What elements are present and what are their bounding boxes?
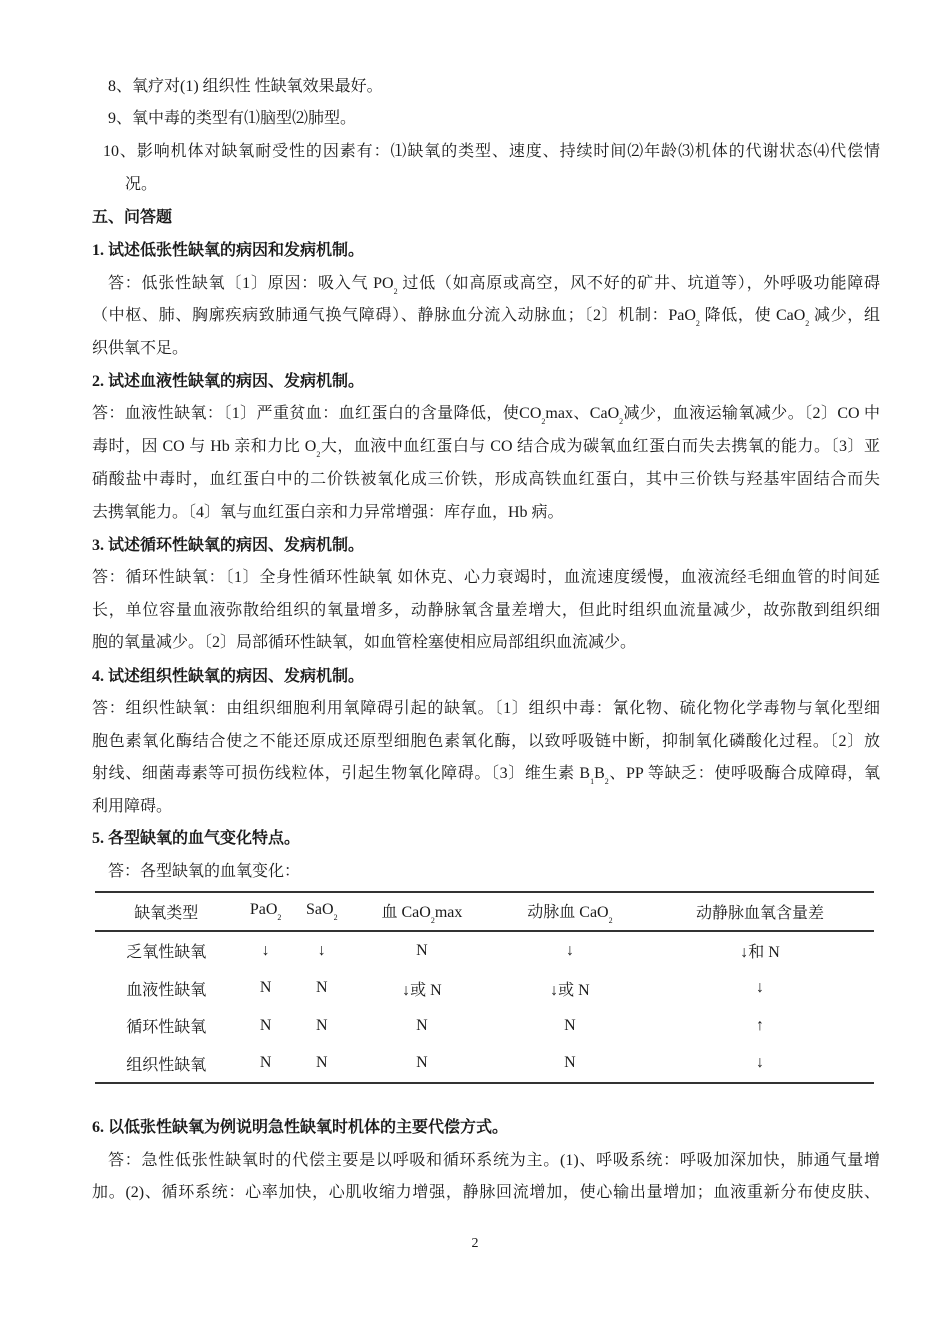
question-heading	[92, 207, 880, 229]
text-line	[92, 796, 880, 818]
table-cell: ↓或 N	[550, 981, 590, 999]
column-header	[350, 892, 494, 931]
text-segment: PaO	[249, 901, 278, 918]
column-header	[294, 892, 350, 931]
table-row	[95, 1007, 874, 1045]
text-line	[92, 698, 880, 720]
text-segment: 减少，组	[809, 307, 880, 324]
text-line	[108, 76, 880, 98]
text-line	[108, 1150, 880, 1172]
table-body	[95, 931, 874, 1083]
text-segment: 1. 试述低张性缺氧的病因和发病机制。	[92, 242, 365, 259]
question-heading	[92, 828, 880, 850]
text-segment: 况。	[125, 176, 158, 193]
text-segment: 过低（如高原或高空，风不好的矿井、坑道等），外呼吸功能障碍	[397, 275, 880, 292]
text-line	[108, 861, 880, 883]
text-segment: 答：循环性缺氧：〔1〕全身性循环性缺氧 如休克、心力衰竭时，血流速度缓慢，血液流经毛细血管的时间延	[92, 569, 880, 586]
column-header	[646, 892, 874, 931]
table-cell: N	[564, 1016, 576, 1034]
column-header	[95, 892, 238, 931]
text-line	[108, 273, 880, 295]
text-line	[92, 305, 880, 327]
text-segment: 射线、细菌毒素等可损伤线粒体，引起生物氧化障碍。〔3〕维生素 B	[92, 765, 591, 782]
text-segment: 血 CaO	[381, 903, 431, 921]
text-segment: （中枢、肺、胸廓疾病致肺通气换气障碍）、静脉血分流入动脉血；〔2〕机制：PaO	[92, 307, 696, 324]
table-cell: N	[259, 1016, 272, 1034]
text-segment: 答：低张性缺氧〔1〕原因：吸入气 PO	[108, 275, 394, 292]
row-label: 乏氧性缺氧	[126, 944, 207, 962]
text-segment: 缺氧类型	[134, 905, 199, 922]
table-cell: ↓	[261, 941, 270, 959]
subscript: 1	[590, 777, 595, 785]
subscript: 2	[608, 915, 613, 925]
table-cell: ↓	[317, 941, 326, 959]
text-segment: 五、问答题	[92, 209, 173, 226]
row-label: 组织性缺氧	[126, 1056, 207, 1074]
text-segment: 3. 试述循环性缺氧的病因、发病机制。	[92, 537, 365, 554]
column-header	[494, 892, 646, 931]
table-header-row	[95, 892, 874, 931]
subscript: 2	[604, 777, 609, 785]
text-line	[92, 731, 880, 753]
table-cell: N	[316, 1054, 328, 1072]
question-heading	[92, 1117, 880, 1139]
table-cell: N	[316, 979, 328, 997]
text-line	[92, 403, 880, 425]
text-segment: 去携氧能力。〔4〕氧与血红蛋白亲和力异常增强：库存血，Hb 病。	[92, 504, 564, 521]
row-label: 血液性缺氧	[126, 981, 207, 999]
table-cell: ↓	[755, 979, 764, 997]
text-segment: 减少，血液运输氧减少。〔2〕CO 中	[623, 405, 880, 422]
table-cell: N	[564, 1054, 576, 1072]
text-segment: 、PP 等缺乏：使呼吸酶合成障碍，氧	[608, 765, 880, 782]
text-segment: 长，单位容量血液弥散给组织的氧量增多，动静脉氧含量差增大，但此时组织血流量减少，故弥散到组织细	[92, 602, 880, 619]
text-segment: 4. 试述组织性缺氧的病因、发病机制。	[92, 668, 365, 685]
text-segment: 毒时，因 CO 与 Hb 亲和力比 O	[92, 438, 317, 455]
text-segment: 胞色素氧化酶结合使之不能还原成还原型细胞色素氧化酶，以致呼吸链中断，抑制氧化磷酸化过程。〔2〕放	[92, 733, 880, 750]
text-segment: 2. 试述血液性缺氧的病因、发病机制。	[92, 373, 365, 390]
subscript: 2	[393, 287, 398, 295]
text-line	[92, 338, 880, 360]
text-line	[92, 1182, 880, 1204]
text-segment: 动脉血 CaO	[527, 903, 609, 921]
text-segment: max、CaO	[545, 405, 620, 422]
subscript: 2	[316, 450, 321, 458]
table-row	[95, 931, 874, 970]
text-segment: 8、氧疗对(1) 组织性 性缺氧效果最好。	[108, 78, 383, 95]
text-line	[108, 108, 880, 130]
question-heading	[92, 240, 880, 262]
subscript: 2	[805, 319, 810, 327]
text-segment: 利用障碍。	[92, 798, 173, 815]
text-line	[92, 763, 880, 785]
question-heading	[92, 535, 880, 557]
subscript: 2	[619, 417, 624, 425]
table-cell: N	[316, 1016, 328, 1034]
subscript: 2	[541, 417, 546, 425]
table-row	[95, 1045, 874, 1084]
text-line	[92, 502, 880, 524]
table-cell: ↑	[755, 1016, 764, 1034]
text-segment: 动静脉血氧含量差	[695, 905, 824, 922]
table-cell: ↓	[565, 941, 574, 959]
text-line	[92, 436, 880, 458]
blood-oxygen-table	[95, 891, 874, 1084]
subscript: 2	[333, 913, 338, 922]
table-cell: N	[416, 1054, 428, 1072]
text-line	[92, 469, 880, 491]
row-label: 循环性缺氧	[126, 1019, 207, 1037]
text-segment: 织供氧不足。	[92, 340, 189, 357]
text-segment: 加。(2)、循环系统：心率加快，心肌收缩力增强，静脉回流增加，使心输出量增加；血液重新分布使皮肤、	[92, 1184, 880, 1201]
subscript: 2	[277, 913, 282, 922]
text-segment: 答：各型缺氧的血氧变化：	[108, 863, 301, 880]
text-segment: 5. 各型缺氧的血气变化特点。	[92, 830, 301, 847]
table-cell: ↓或 N	[402, 981, 442, 999]
table-cell: N	[259, 979, 272, 997]
subscript: 2	[430, 915, 435, 925]
text-segment: B	[594, 765, 605, 782]
text-segment: 答：急性低张性缺氧时的代偿主要是以呼吸和循环系统为主。(1)、呼吸系统：呼吸加深加快，肺通气量增	[108, 1152, 880, 1169]
text-line	[103, 141, 880, 163]
text-segment: SaO	[306, 901, 334, 918]
text-line	[92, 567, 880, 589]
table-cell: N	[259, 1054, 272, 1072]
text-segment: 答：血液性缺氧：〔1〕严重贫血：血红蛋白的含量降低，使CO	[92, 405, 542, 422]
table-cell: N	[416, 1016, 428, 1034]
table-cell: N	[416, 941, 428, 959]
text-segment: 10、影响机体对缺氧耐受性的因素有：⑴缺氧的类型、速度、持续时间⑵年龄⑶机体的代谢状态⑷代偿情	[103, 143, 880, 160]
text-segment: 大，血液中血红蛋白与 CO 结合成为碳氧血红蛋白而失去携氧的能力。〔3〕亚	[320, 438, 880, 455]
text-segment: max	[434, 903, 463, 921]
text-segment: 6. 以低张性缺氧为例说明急性缺氧时机体的主要代偿方式。	[92, 1119, 509, 1136]
text-segment: 9、氧中毒的类型有⑴脑型⑵肺型。	[108, 110, 357, 127]
text-line	[125, 174, 880, 196]
text-segment: 答：组织性缺氧：由组织细胞利用氧障碍引起的缺氧。〔1〕组织中毒：氰化物、硫化物化学毒物与氧化型细	[92, 700, 880, 717]
text-segment: 胞的氧量减少。〔2〕局部循环性缺氧，如血管栓塞使相应局部组织血流减少。	[92, 634, 637, 651]
text-line	[92, 632, 880, 654]
question-heading	[92, 666, 880, 688]
text-segment: 硝酸盐中毒时，血红蛋白中的二价铁被氧化成三价铁，形成高铁血红蛋白，其中三价铁与羟基牢固结合而失	[92, 471, 880, 488]
column-header	[238, 892, 294, 931]
page-number: 2	[471, 1236, 479, 1251]
subscript: 2	[695, 319, 700, 327]
question-heading	[92, 371, 880, 393]
text-segment: 降低，使 CaO	[699, 307, 806, 324]
table-row	[95, 970, 874, 1008]
table-cell: ↓和 N	[740, 944, 780, 962]
table-cell: ↓	[755, 1054, 764, 1072]
text-line	[92, 600, 880, 622]
